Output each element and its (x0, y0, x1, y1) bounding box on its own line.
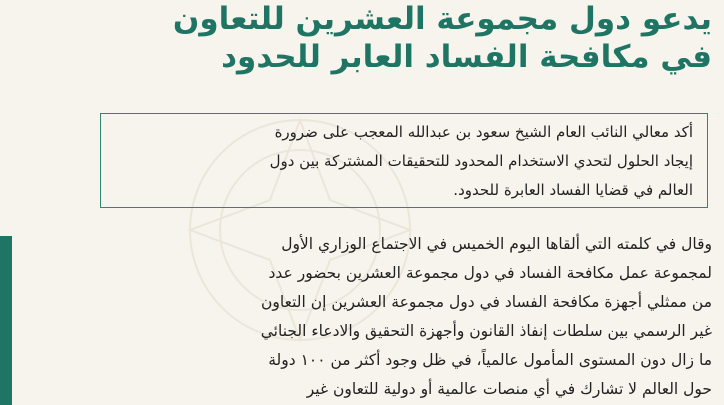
body-text (22, 230, 712, 404)
headline-line-1: يدعو دول مجموعة العشرين للتعاون (172, 1, 712, 37)
intro-line: إيجاد الحلول لتحدي الاستخدام المحدود للتحقيقات المشتركة بين دول (269, 152, 693, 170)
body-line: وقال في كلمته التي ألقاها اليوم الخميس في الاجتماع الوزاري الأول (281, 235, 712, 253)
body-line: لمجموعة عمل مكافحة الفساد في دول مجموعة العشرين بحضور عدد (268, 264, 712, 282)
intro-line: العالم في قضايا الفساد العابرة للحدود. (453, 181, 693, 199)
body-line: حول العالم لا تشارك في أي منصات عالمية أو دولية للتعاون غير (306, 380, 712, 398)
intro-box (100, 113, 708, 208)
accent-bar (0, 236, 12, 405)
headline-line-2: في مكافحة الفساد العابر للحدود (221, 39, 712, 75)
intro-line: أكد معالي النائب العام الشيخ سعود بن عبدالله المعجب على ضرورة (274, 123, 693, 141)
body-line: ما زال دون المستوى المأمول عالمياً، في ظل وجود أكثر من ١٠٠ دولة (268, 351, 712, 369)
body-line: غير الرسمي بين سلطات إنفاذ القانون وأجهزة التحقيق والادعاء الجنائي (260, 322, 712, 340)
headline (12, 0, 712, 76)
body-line: من ممثلي أجهزة مكافحة الفساد في دول مجموعة العشرين إن التعاون (261, 293, 712, 311)
